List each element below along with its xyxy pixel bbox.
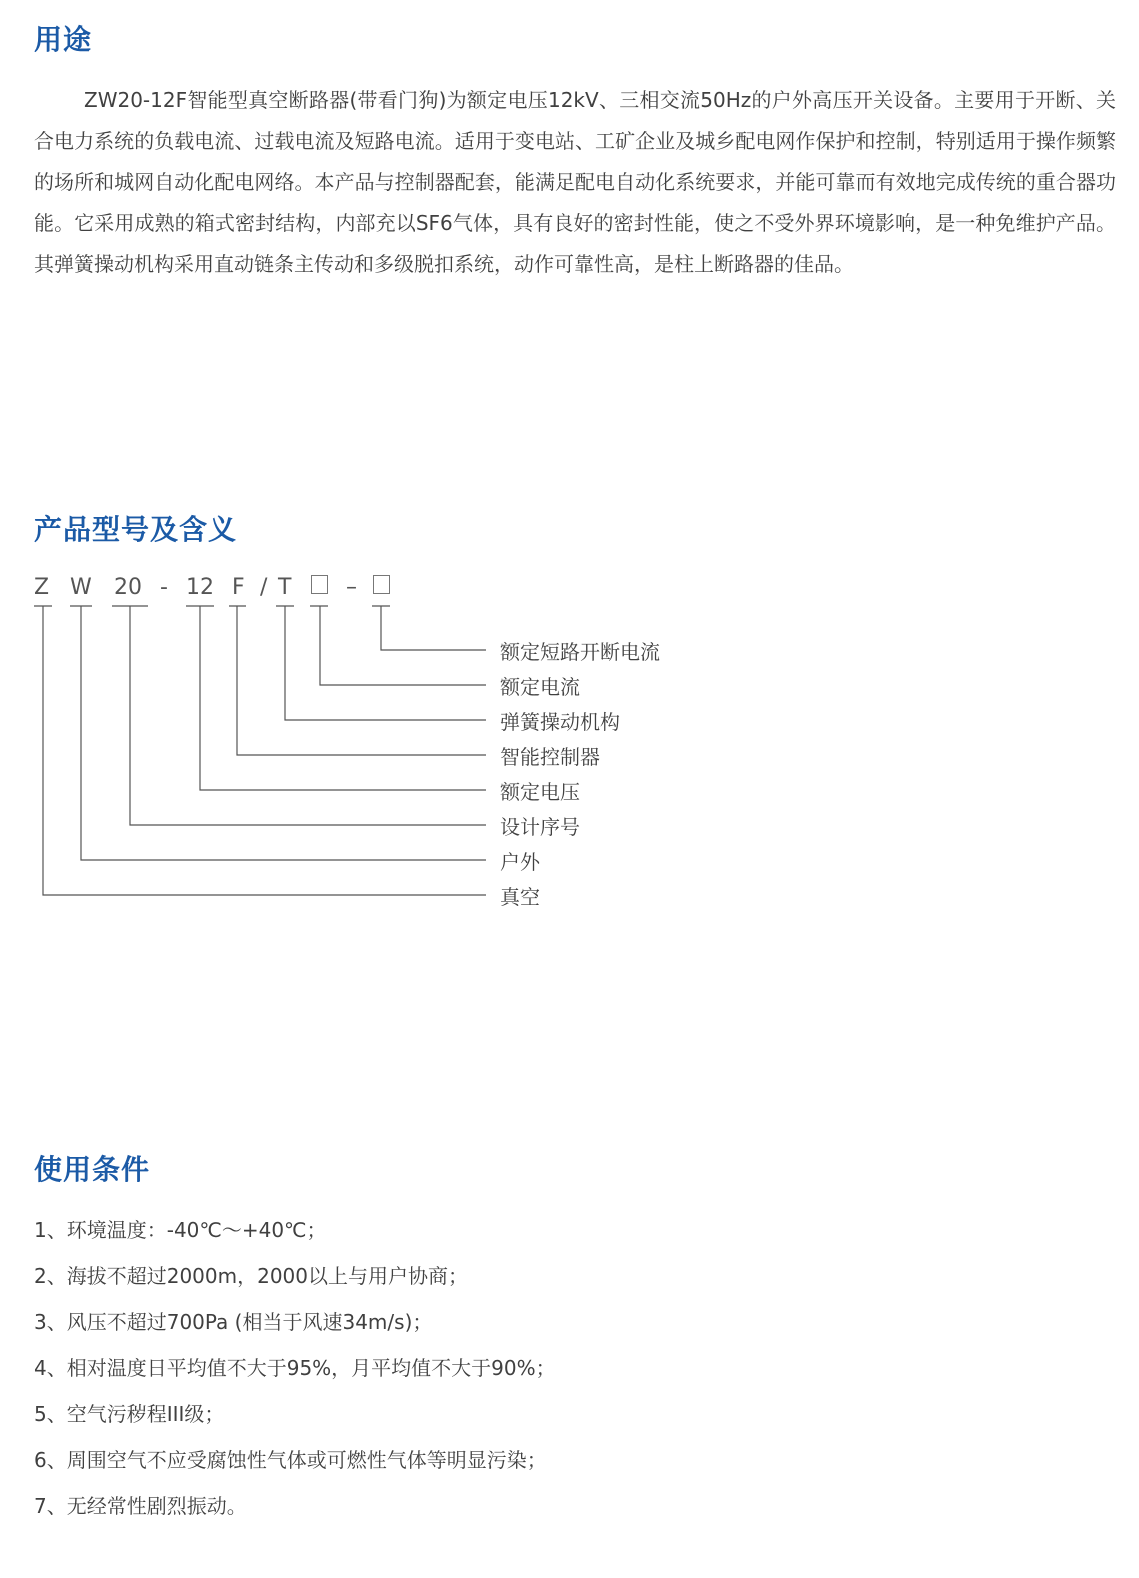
code-12: 12 (186, 575, 214, 600)
code-t: T (278, 575, 292, 600)
code-z: Z (34, 575, 50, 600)
model-heading: 产品型号及含义 (34, 513, 238, 546)
condition-item: 4、相对温度日平均值不大于95%，月平均值不大于90%； (34, 1356, 556, 1380)
condition-item: 7、无经常性剧烈振动。 (34, 1494, 247, 1518)
condition-item: 1、环境温度：-40℃～+40℃； (34, 1218, 327, 1242)
meaning-spring-mechanism: 弹簧操动机构 (500, 710, 620, 734)
code-w: W (70, 575, 92, 600)
meaning-design-number: 设计序号 (500, 815, 580, 839)
condition-item: 3、风压不超过700Pa (相当于风速34m/s)； (34, 1310, 433, 1334)
condition-item: 6、周围空气不应受腐蚀性气体或可燃性气体等明显污染； (34, 1448, 547, 1472)
usage-heading: 用途 (34, 23, 93, 56)
meaning-rated-voltage: 额定电压 (500, 780, 580, 804)
condition-item: 2、海拔不超过2000m，2000以上与用户协商； (34, 1264, 469, 1288)
meaning-vacuum: 真空 (500, 885, 540, 909)
meaning-outdoor: 户外 (500, 850, 540, 874)
usage-paragraph: ZW20-12F智能型真空断路器(带看门狗)为额定电压12kV、三相交流50Hz的户外高压开关设备。主要用于开断、关合电力系统的负载电流、过载电流及短路电流。适用于变电站、工矿企业及城乡配电网作保护和控制，特别适用于操作频繁的场所和城网自动化配电网络。本产品与控制器配套，能满足配电自动化系统要求，并能可靠而有效地完成传统的重合器功能。它采用成熟的箱式密封结构，内部充以SF6气体，具有良好的密封性能，使之不受外界环境影响，是一种免维护产品。其弹簧操动机构采用直动链条主传动和多级脱扣系统，动作可靠性高，是柱上断路器的佳品。 (34, 88, 1116, 276)
code-f: F (232, 575, 245, 600)
meaning-rated-current: 额定电流 (500, 675, 580, 699)
conditions-heading: 使用条件 (34, 1153, 151, 1186)
meaning-smart-controller: 智能控制器 (500, 745, 600, 769)
code-20: 20 (114, 575, 142, 600)
meaning-rated-breaking-current: 额定短路开断电流 (500, 640, 660, 664)
condition-item: 5、空气污秽程III级； (34, 1402, 225, 1426)
code-dash2: – (346, 575, 357, 600)
code-slash: / (260, 575, 268, 600)
code-dash: - (160, 575, 168, 600)
